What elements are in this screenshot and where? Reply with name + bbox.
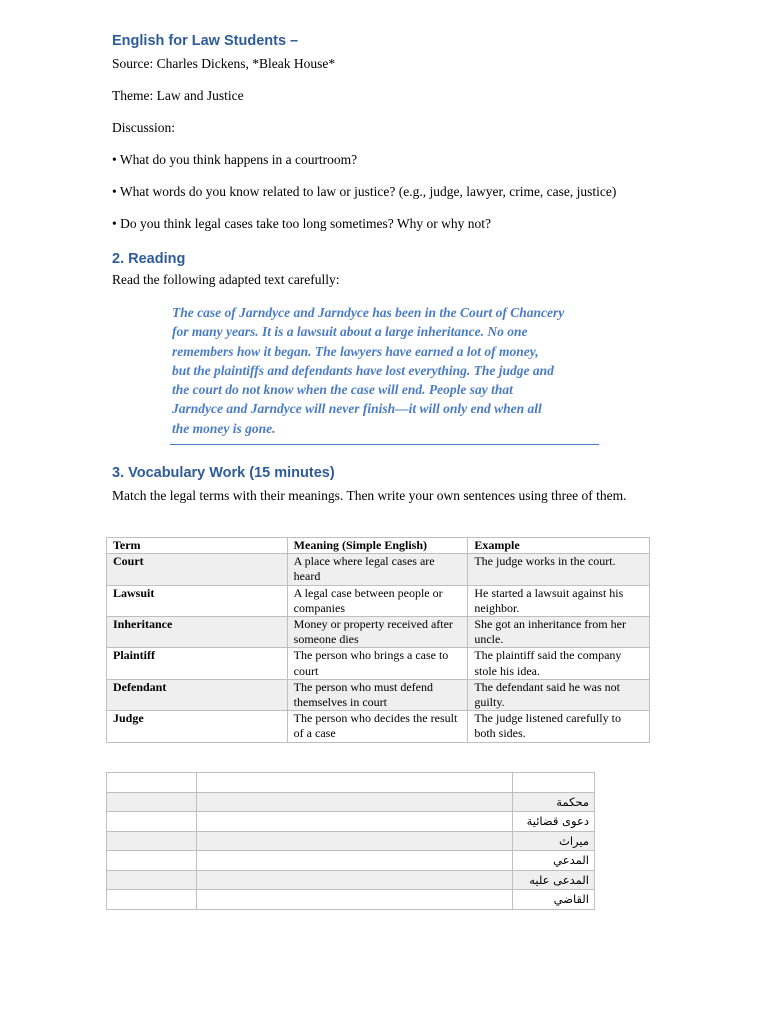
discussion-question: • What words do you know related to law or justice? (e.g., judge, lawyer, crime, case, justice) xyxy=(112,184,617,199)
reading-instruction: Read the following adapted text carefully: xyxy=(112,272,340,287)
empty-cell xyxy=(196,870,512,890)
discussion-label: Discussion: xyxy=(112,120,176,135)
example-cell: The plaintiff said the company stole his idea. xyxy=(468,648,650,679)
table-row xyxy=(107,792,595,812)
vocabulary-instruction: Match the legal terms with their meanings. Then write your own sentences using three of them. xyxy=(112,488,627,503)
passage-line: the court do not know when the case will end. People say that xyxy=(172,382,513,398)
discussion-question: • Do you think legal cases take too long sometimes? Why or why not? xyxy=(112,216,492,231)
empty-cell xyxy=(107,792,197,812)
passage-line: but the plaintiffs and defendants have lost everything. The judge and xyxy=(172,362,554,378)
table-row xyxy=(107,554,650,585)
passage-line: The case of Jarndyce and Jarndyce has been in the Court of Chancery xyxy=(172,305,565,320)
discussion-question: • What do you think happens in a courtroom? xyxy=(112,152,358,167)
column-header: Example xyxy=(468,538,650,554)
table-row xyxy=(107,617,650,648)
meaning-cell: Money or property received after someone dies xyxy=(287,617,468,648)
empty-cell xyxy=(107,831,197,851)
example-cell: She got an inheritance from her uncle. xyxy=(468,617,650,648)
vocabulary-table xyxy=(106,537,650,743)
reading-heading: 2. Reading xyxy=(112,251,186,267)
example-cell: The judge works in the court. xyxy=(468,554,650,585)
passage-line: Jarndyce and Jarndyce will never finish—it will only end when all xyxy=(172,401,542,417)
passage-line: for many years. It is a lawsuit about a large inheritance. No one xyxy=(172,324,528,340)
document-title: English for Law Students – xyxy=(112,33,299,49)
theme-line: Theme: Law and Justice xyxy=(112,88,244,103)
term-cell: Judge xyxy=(107,711,288,742)
table-row xyxy=(107,890,595,910)
meaning-cell: The person who must defend themselves in court xyxy=(287,679,468,710)
term-cell: Court xyxy=(107,554,288,585)
table-row xyxy=(107,679,650,710)
empty-cell xyxy=(107,773,197,793)
arabic-term-cell: المدعي xyxy=(513,851,595,871)
reading-passage xyxy=(172,303,600,438)
table-row xyxy=(107,585,650,616)
table-row xyxy=(107,648,650,679)
arabic-term-cell: القاضي xyxy=(513,890,595,910)
arabic-term-cell: دعوى قضائية xyxy=(513,812,595,832)
term-cell: Inheritance xyxy=(107,617,288,648)
term-cell: Plaintiff xyxy=(107,648,288,679)
empty-cell xyxy=(107,812,197,832)
empty-cell xyxy=(196,890,512,910)
empty-cell xyxy=(196,851,512,871)
empty-cell xyxy=(196,773,512,793)
meaning-cell: The person who brings a case to court xyxy=(287,648,468,679)
meaning-cell: A place where legal cases are heard xyxy=(287,554,468,585)
column-header: Term xyxy=(107,538,288,554)
term-cell: Lawsuit xyxy=(107,585,288,616)
source-line: Source: Charles Dickens, *Bleak House* xyxy=(112,56,336,71)
vocabulary-heading: 3. Vocabulary Work (15 minutes) xyxy=(112,465,335,481)
example-cell: The defendant said he was not guilty. xyxy=(468,679,650,710)
empty-cell xyxy=(196,831,512,851)
arabic-term-cell: ميراث xyxy=(513,831,595,851)
empty-cell xyxy=(513,773,595,793)
empty-cell xyxy=(196,812,512,832)
table-row xyxy=(107,851,595,871)
table-row xyxy=(107,812,595,832)
meaning-cell: A legal case between people or companies xyxy=(287,585,468,616)
table-row xyxy=(107,711,650,742)
empty-cell xyxy=(196,792,512,812)
table-row xyxy=(107,831,595,851)
table-header-row xyxy=(107,538,650,554)
example-cell: He started a lawsuit against his neighbor. xyxy=(468,585,650,616)
table-row xyxy=(107,773,595,793)
passage-line: remembers how it began. The lawyers have earned a lot of money, xyxy=(172,343,539,359)
arabic-term-cell: المدعى عليه xyxy=(513,870,595,890)
example-cell: The judge listened carefully to both sides. xyxy=(468,711,650,742)
arabic-terms-table xyxy=(106,772,595,910)
arabic-term-cell: محكمة xyxy=(513,792,595,812)
meaning-cell: The person who decides the result of a case xyxy=(287,711,468,742)
empty-cell xyxy=(107,890,197,910)
term-cell: Defendant xyxy=(107,679,288,710)
column-header: Meaning (Simple English) xyxy=(287,538,468,554)
quote-divider xyxy=(170,444,599,445)
empty-cell xyxy=(107,851,197,871)
empty-cell xyxy=(107,870,197,890)
passage-line: the money is gone. xyxy=(172,420,276,436)
table-row xyxy=(107,870,595,890)
